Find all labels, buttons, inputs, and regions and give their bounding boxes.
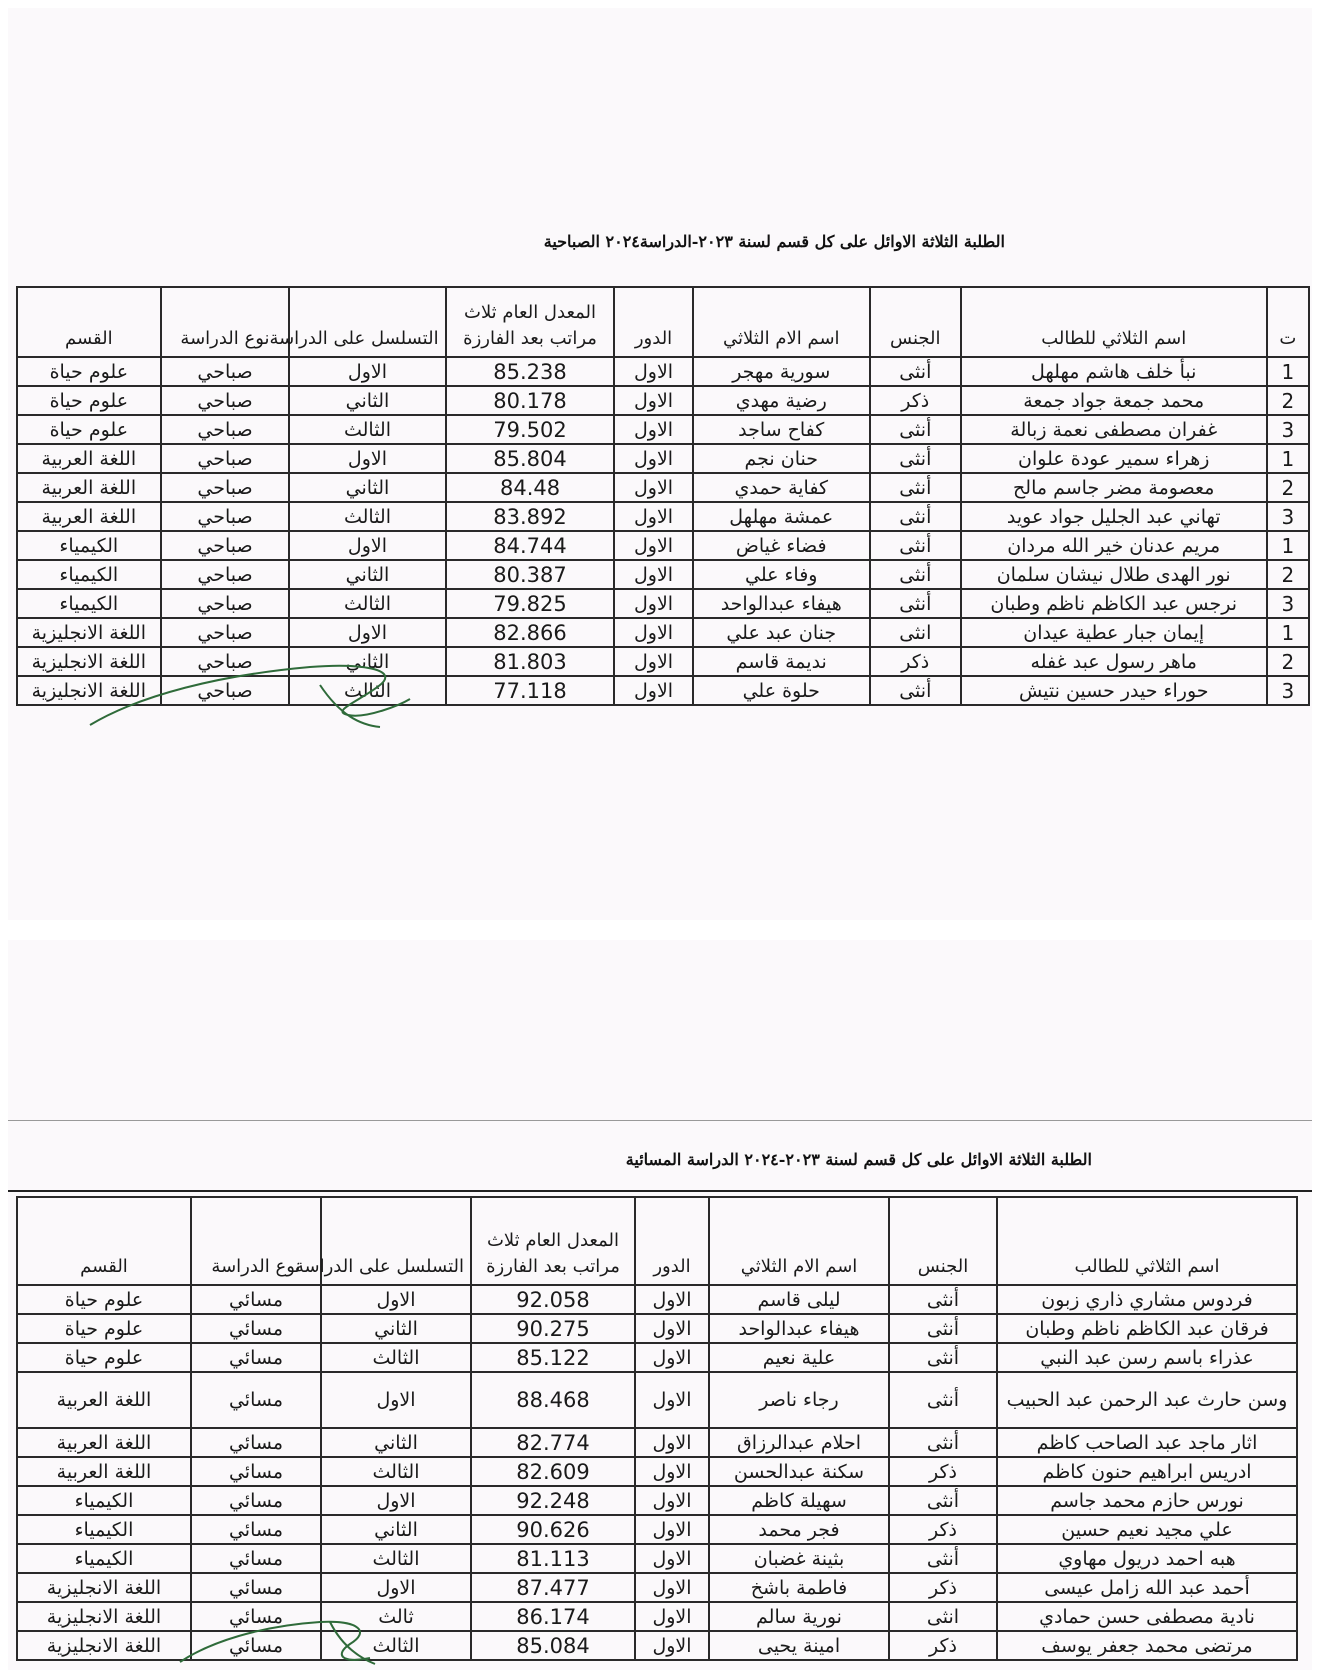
student-name: إيمان جبار عطية عيدان bbox=[961, 618, 1267, 647]
table-row bbox=[17, 647, 1309, 676]
average-score: 82.609 bbox=[471, 1457, 635, 1486]
exam-round: الاول bbox=[635, 1343, 709, 1372]
average-score: 82.866 bbox=[446, 618, 615, 647]
exam-round: الاول bbox=[635, 1285, 709, 1314]
study-type: مسائي bbox=[191, 1285, 321, 1314]
header-average-line2: مراتب بعد الفارزة bbox=[486, 1256, 620, 1277]
row-index: 2 bbox=[1267, 386, 1309, 415]
rank: الاول bbox=[289, 357, 445, 386]
rank: الاول bbox=[321, 1285, 471, 1314]
exam-round: الاول bbox=[614, 647, 692, 676]
department: علوم حياة bbox=[17, 415, 161, 444]
header-sex: الجنس bbox=[870, 287, 961, 357]
student-name: عذراء باسم رسن عبد النبي bbox=[997, 1343, 1297, 1372]
department: اللغة العربية bbox=[17, 1457, 191, 1486]
mother-name: سهيلة كاظم bbox=[709, 1486, 889, 1515]
student-sex: ذكر bbox=[889, 1515, 997, 1544]
student-name: ماهر رسول عبد غفله bbox=[961, 647, 1267, 676]
student-name: حوراء حيدر حسين نتيش bbox=[961, 676, 1267, 705]
header-round: الدور bbox=[614, 287, 692, 357]
mother-name: بثينة غضبان bbox=[709, 1544, 889, 1573]
header-average-line2: مراتب بعد الفارزة bbox=[463, 328, 597, 349]
exam-round: الاول bbox=[614, 386, 692, 415]
department: الكيمياء bbox=[17, 589, 161, 618]
header-mother-name: اسم الام الثلاثي bbox=[693, 287, 870, 357]
department: الكيمياء bbox=[17, 1486, 191, 1515]
mother-name: نديمة قاسم bbox=[693, 647, 870, 676]
student-sex: أنثى bbox=[889, 1372, 997, 1428]
student-name: هبه احمد دريول مهاوي bbox=[997, 1544, 1297, 1573]
exam-round: الاول bbox=[614, 473, 692, 502]
study-type: مسائي bbox=[191, 1573, 321, 1602]
study-type: صباحي bbox=[161, 473, 290, 502]
header-student-name: اسم الثلاثي للطالب bbox=[997, 1197, 1297, 1285]
student-sex: ذكر bbox=[870, 647, 961, 676]
study-type: مسائي bbox=[191, 1515, 321, 1544]
exam-round: الاول bbox=[614, 415, 692, 444]
morning-table bbox=[16, 286, 1310, 706]
exam-round: الاول bbox=[635, 1457, 709, 1486]
exam-round: الاول bbox=[614, 560, 692, 589]
table-row bbox=[17, 1515, 1297, 1544]
rank: الثالث bbox=[289, 502, 445, 531]
row-index: 3 bbox=[1267, 415, 1309, 444]
rank: الثالث bbox=[321, 1544, 471, 1573]
exam-round: الاول bbox=[635, 1428, 709, 1457]
table-row bbox=[17, 618, 1309, 647]
mother-name: امينة يحيى bbox=[709, 1631, 889, 1660]
table-row bbox=[17, 1544, 1297, 1573]
row-index: 1 bbox=[1267, 618, 1309, 647]
study-type: صباحي bbox=[161, 560, 290, 589]
student-name: فرقان عبد الكاظم ناظم وطبان bbox=[997, 1314, 1297, 1343]
header-study-type: نوع الدراسة bbox=[191, 1197, 321, 1285]
exam-round: الاول bbox=[635, 1631, 709, 1660]
student-name: وسن حارث عبد الرحمن عبد الحبيب bbox=[997, 1372, 1297, 1428]
mother-name: جنان عبد علي bbox=[693, 618, 870, 647]
student-name: نبأ خلف هاشم مهلهل bbox=[961, 357, 1267, 386]
mother-name: كفاية حمدي bbox=[693, 473, 870, 502]
department: اللغة الانجليزية bbox=[17, 676, 161, 705]
table-row bbox=[17, 676, 1309, 705]
header-average-line1: المعدل العام ثلاث bbox=[486, 1230, 620, 1251]
department: اللغة العربية bbox=[17, 1428, 191, 1457]
mother-name: فاطمة باشخ bbox=[709, 1573, 889, 1602]
row-index: 1 bbox=[1267, 444, 1309, 473]
mother-name: حلوة علي bbox=[693, 676, 870, 705]
rank: الثاني bbox=[321, 1428, 471, 1457]
table-row bbox=[17, 386, 1309, 415]
rank: الثالث bbox=[321, 1631, 471, 1660]
rank: الثالث bbox=[289, 415, 445, 444]
student-name: نرجس عبد الكاظم ناظم وطبان bbox=[961, 589, 1267, 618]
student-name: مرتضى محمد جعفر يوسف bbox=[997, 1631, 1297, 1660]
rank: الاول bbox=[289, 531, 445, 560]
header-average bbox=[446, 287, 615, 357]
average-score: 82.774 bbox=[471, 1428, 635, 1457]
study-type: صباحي bbox=[161, 531, 290, 560]
mother-name: وفاء علي bbox=[693, 560, 870, 589]
mother-name: احلام عبدالرزاق bbox=[709, 1428, 889, 1457]
row-index: 3 bbox=[1267, 589, 1309, 618]
student-name: معصومة مضر جاسم مالح bbox=[961, 473, 1267, 502]
average-score: 92.058 bbox=[471, 1285, 635, 1314]
table-row bbox=[17, 1285, 1297, 1314]
student-name: أحمد عبد الله زامل عيسى bbox=[997, 1573, 1297, 1602]
average-score: 85.804 bbox=[446, 444, 615, 473]
table-row bbox=[17, 473, 1309, 502]
student-sex: انثى bbox=[889, 1602, 997, 1631]
header-rank: التسلسل على الدراسة bbox=[321, 1197, 471, 1285]
table-row bbox=[17, 589, 1309, 618]
exam-round: الاول bbox=[614, 531, 692, 560]
student-sex: أنثى bbox=[870, 531, 961, 560]
study-type: صباحي bbox=[161, 357, 290, 386]
student-sex: أنثى bbox=[870, 589, 961, 618]
mother-name: نورية سالم bbox=[709, 1602, 889, 1631]
student-sex: ذكر bbox=[889, 1573, 997, 1602]
evening-title-rule bbox=[8, 1120, 1312, 1121]
exam-round: الاول bbox=[635, 1372, 709, 1428]
header-mother-name: اسم الام الثلاثي bbox=[709, 1197, 889, 1285]
header-department: القسم bbox=[17, 287, 161, 357]
student-sex: أنثى bbox=[870, 473, 961, 502]
table-row bbox=[17, 444, 1309, 473]
student-name: نادية مصطفى حسن حمادي bbox=[997, 1602, 1297, 1631]
rank: الثاني bbox=[289, 560, 445, 589]
table-row bbox=[17, 560, 1309, 589]
average-score: 86.174 bbox=[471, 1602, 635, 1631]
average-score: 79.825 bbox=[446, 589, 615, 618]
department: الكيمياء bbox=[17, 1515, 191, 1544]
row-index: 3 bbox=[1267, 676, 1309, 705]
header-sex: الجنس bbox=[889, 1197, 997, 1285]
average-score: 84.48 bbox=[446, 473, 615, 502]
average-score: 85.084 bbox=[471, 1631, 635, 1660]
rank: الثاني bbox=[289, 647, 445, 676]
header-student-name: اسم الثلاثي للطالب bbox=[961, 287, 1267, 357]
rank: الثاني bbox=[289, 386, 445, 415]
study-type: مسائي bbox=[191, 1457, 321, 1486]
mother-name: حنان نجم bbox=[693, 444, 870, 473]
average-score: 77.118 bbox=[446, 676, 615, 705]
header-idx: ت bbox=[1267, 287, 1309, 357]
table-row bbox=[17, 1428, 1297, 1457]
student-name: مريم عدنان خير الله مردان bbox=[961, 531, 1267, 560]
table-row bbox=[17, 531, 1309, 560]
department: علوم حياة bbox=[17, 357, 161, 386]
mother-name: ليلى قاسم bbox=[709, 1285, 889, 1314]
average-score: 90.626 bbox=[471, 1515, 635, 1544]
header-department: القسم bbox=[17, 1197, 191, 1285]
evening-title: الطلبة الثلاثة الاوائل على كل قسم لسنة ٢٠٢٣-٢٠٢٤ الدراسة المسائية bbox=[625, 1150, 1092, 1169]
row-index: 2 bbox=[1267, 560, 1309, 589]
row-index: 2 bbox=[1267, 473, 1309, 502]
mother-name: رضية مهدي bbox=[693, 386, 870, 415]
study-type: صباحي bbox=[161, 415, 290, 444]
mother-name: سورية مهجر bbox=[693, 357, 870, 386]
student-name: نورس حازم محمد جاسم bbox=[997, 1486, 1297, 1515]
average-score: 80.387 bbox=[446, 560, 615, 589]
student-sex: أنثى bbox=[870, 357, 961, 386]
exam-round: الاول bbox=[614, 676, 692, 705]
table-row bbox=[17, 1573, 1297, 1602]
mother-name: فضاء غياض bbox=[693, 531, 870, 560]
table-row bbox=[17, 1602, 1297, 1631]
rank: الاول bbox=[321, 1372, 471, 1428]
rank: الاول bbox=[321, 1573, 471, 1602]
exam-round: الاول bbox=[635, 1544, 709, 1573]
student-sex: ذكر bbox=[889, 1457, 997, 1486]
average-score: 87.477 bbox=[471, 1573, 635, 1602]
average-score: 79.502 bbox=[446, 415, 615, 444]
exam-round: الاول bbox=[635, 1486, 709, 1515]
study-type: صباحي bbox=[161, 647, 290, 676]
student-name: تهاني عبد الجليل جواد عويد bbox=[961, 502, 1267, 531]
row-index: 1 bbox=[1267, 531, 1309, 560]
mother-name: رجاء ناصر bbox=[709, 1372, 889, 1428]
rank: الثاني bbox=[321, 1314, 471, 1343]
average-score: 80.178 bbox=[446, 386, 615, 415]
rank: الاول bbox=[321, 1486, 471, 1515]
department: علوم حياة bbox=[17, 1314, 191, 1343]
exam-round: الاول bbox=[635, 1314, 709, 1343]
study-type: مسائي bbox=[191, 1486, 321, 1515]
student-name: فردوس مشاري ذاري زبون bbox=[997, 1285, 1297, 1314]
study-type: صباحي bbox=[161, 589, 290, 618]
student-sex: أنثى bbox=[870, 444, 961, 473]
rank: ثالث bbox=[321, 1602, 471, 1631]
rank: الثاني bbox=[321, 1515, 471, 1544]
header-rank: التسلسل على الدراسة bbox=[289, 287, 445, 357]
study-type: صباحي bbox=[161, 386, 290, 415]
study-type: مسائي bbox=[191, 1544, 321, 1573]
department: الكيمياء bbox=[17, 560, 161, 589]
evening-title-underline bbox=[8, 1190, 1312, 1192]
table-row bbox=[17, 502, 1309, 531]
exam-round: الاول bbox=[614, 502, 692, 531]
table-row bbox=[17, 1457, 1297, 1486]
mother-name: سكنة عبدالحسن bbox=[709, 1457, 889, 1486]
department: اللغة الانجليزية bbox=[17, 618, 161, 647]
student-sex: أنثى bbox=[870, 502, 961, 531]
department: اللغة الانجليزية bbox=[17, 1631, 191, 1660]
department: علوم حياة bbox=[17, 1285, 191, 1314]
rank: الثالث bbox=[321, 1457, 471, 1486]
department: الكيمياء bbox=[17, 1544, 191, 1573]
rank: الثالث bbox=[289, 676, 445, 705]
study-type: صباحي bbox=[161, 502, 290, 531]
student-sex: أنثى bbox=[889, 1285, 997, 1314]
study-type: مسائي bbox=[191, 1314, 321, 1343]
student-sex: انثى bbox=[870, 618, 961, 647]
department: اللغة العربية bbox=[17, 502, 161, 531]
mother-name: عمشة مهلهل bbox=[693, 502, 870, 531]
student-name: اثار ماجد عبد الصاحب كاظم bbox=[997, 1428, 1297, 1457]
student-sex: ذكر bbox=[889, 1631, 997, 1660]
study-type: مسائي bbox=[191, 1372, 321, 1428]
department: اللغة الانجليزية bbox=[17, 1573, 191, 1602]
exam-round: الاول bbox=[614, 589, 692, 618]
row-index: 2 bbox=[1267, 647, 1309, 676]
mother-name: فجر محمد bbox=[709, 1515, 889, 1544]
header-average bbox=[471, 1197, 635, 1285]
table-row bbox=[17, 1343, 1297, 1372]
student-sex: أنثى bbox=[870, 415, 961, 444]
department: علوم حياة bbox=[17, 386, 161, 415]
average-score: 83.892 bbox=[446, 502, 615, 531]
average-score: 85.238 bbox=[446, 357, 615, 386]
student-name: محمد جمعة جواد جمعة bbox=[961, 386, 1267, 415]
exam-round: الاول bbox=[614, 357, 692, 386]
rank: الثالث bbox=[321, 1343, 471, 1372]
student-name: علي مجيد نعيم حسين bbox=[997, 1515, 1297, 1544]
average-score: 88.468 bbox=[471, 1372, 635, 1428]
header-average-line1: المعدل العام ثلاث bbox=[464, 302, 597, 323]
student-sex: أنثى bbox=[889, 1314, 997, 1343]
rank: الثالث bbox=[289, 589, 445, 618]
department: علوم حياة bbox=[17, 1343, 191, 1372]
student-sex: ذكر bbox=[870, 386, 961, 415]
exam-round: الاول bbox=[635, 1573, 709, 1602]
study-type: مسائي bbox=[191, 1602, 321, 1631]
student-sex: أنثى bbox=[870, 560, 961, 589]
study-type: صباحي bbox=[161, 444, 290, 473]
department: اللغة الانجليزية bbox=[17, 647, 161, 676]
student-sex: أنثى bbox=[889, 1486, 997, 1515]
study-type: مسائي bbox=[191, 1631, 321, 1660]
exam-round: الاول bbox=[614, 444, 692, 473]
table-row bbox=[17, 415, 1309, 444]
student-sex: أنثى bbox=[889, 1343, 997, 1372]
exam-round: الاول bbox=[635, 1515, 709, 1544]
study-type: مسائي bbox=[191, 1428, 321, 1457]
morning-title: الطلبة الثلاثة الاوائل على كل قسم لسنة ٢٠٢٣-الدراسة٢٠٢٤ الصباحية bbox=[543, 232, 1005, 251]
study-type: صباحي bbox=[161, 676, 290, 705]
student-name: نور الهدى طلال نيشان سلمان bbox=[961, 560, 1267, 589]
student-name: ادريس ابراهيم حنون كاظم bbox=[997, 1457, 1297, 1486]
average-score: 81.803 bbox=[446, 647, 615, 676]
student-name: غفران مصطفى نعمة زبالة bbox=[961, 415, 1267, 444]
average-score: 90.275 bbox=[471, 1314, 635, 1343]
average-score: 81.113 bbox=[471, 1544, 635, 1573]
evening-table bbox=[16, 1196, 1298, 1661]
student-sex: أنثى bbox=[889, 1544, 997, 1573]
student-name: زهراء سمير عودة علوان bbox=[961, 444, 1267, 473]
row-index: 1 bbox=[1267, 357, 1309, 386]
average-score: 85.122 bbox=[471, 1343, 635, 1372]
department: اللغة الانجليزية bbox=[17, 1602, 191, 1631]
exam-round: الاول bbox=[614, 618, 692, 647]
table-row bbox=[17, 1486, 1297, 1515]
student-sex: أنثى bbox=[870, 676, 961, 705]
mother-name: علية نعيم bbox=[709, 1343, 889, 1372]
rank: الاول bbox=[289, 618, 445, 647]
rank: الثاني bbox=[289, 473, 445, 502]
mother-name: كفاح ساجد bbox=[693, 415, 870, 444]
header-study-type: نوع الدراسة bbox=[161, 287, 290, 357]
mother-name: هيفاء عبدالواحد bbox=[693, 589, 870, 618]
department: الكيمياء bbox=[17, 531, 161, 560]
department: اللغة العربية bbox=[17, 444, 161, 473]
exam-round: الاول bbox=[635, 1602, 709, 1631]
table-row bbox=[17, 1314, 1297, 1343]
average-score: 92.248 bbox=[471, 1486, 635, 1515]
table-row bbox=[17, 1631, 1297, 1660]
table-row bbox=[17, 1372, 1297, 1428]
row-index: 3 bbox=[1267, 502, 1309, 531]
mother-name: هيفاء عبدالواحد bbox=[709, 1314, 889, 1343]
table-row bbox=[17, 357, 1309, 386]
header-round: الدور bbox=[635, 1197, 709, 1285]
study-type: صباحي bbox=[161, 618, 290, 647]
department: اللغة العربية bbox=[17, 473, 161, 502]
department: اللغة العربية bbox=[17, 1372, 191, 1428]
study-type: مسائي bbox=[191, 1343, 321, 1372]
average-score: 84.744 bbox=[446, 531, 615, 560]
rank: الاول bbox=[289, 444, 445, 473]
student-sex: أنثى bbox=[889, 1428, 997, 1457]
